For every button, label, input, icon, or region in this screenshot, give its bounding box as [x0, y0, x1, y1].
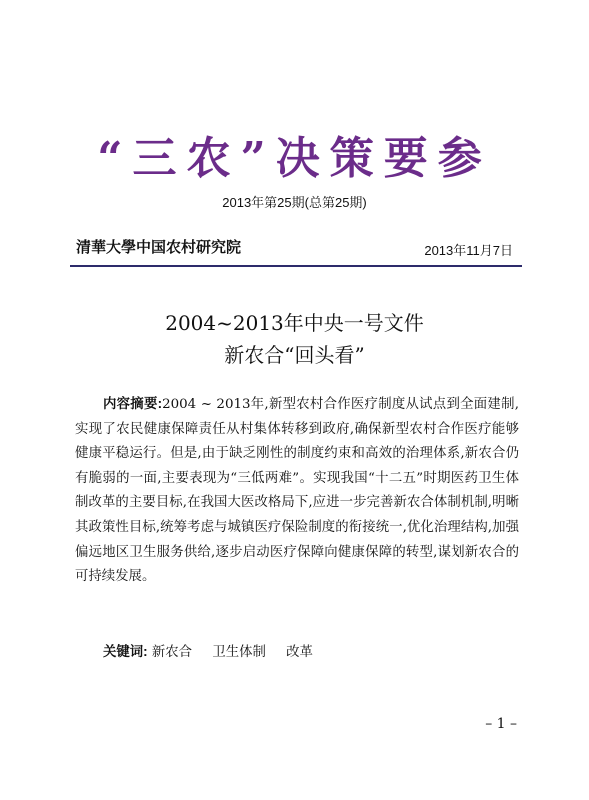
- abstract-label: 内容摘要:: [103, 396, 163, 411]
- keywords-line: [103, 641, 329, 660]
- publish-date: 2013年11月7日: [424, 243, 513, 258]
- article-title-line-2: 新农合“回头看”: [224, 343, 365, 367]
- keywords-label: 关键词:: [103, 644, 148, 659]
- issue-line: 2013年第25期(总第25期): [222, 195, 367, 210]
- keyword-item: 卫生体制: [212, 645, 266, 660]
- page-number: – 1 –: [485, 716, 517, 732]
- publisher-name: 清華大學中国农村研究院: [76, 238, 242, 256]
- header-divider: [70, 265, 522, 267]
- article-title-line-1: 2004~2013年中央一号文件: [165, 311, 424, 335]
- keyword-item: 新农合: [151, 645, 193, 660]
- abstract-text: 2004 ~ 2013年,新型农村合作医疗制度从试点到全面建制,实现了农民健康保障责任从村集体转移到政府,确保新型农村合作医疗能够健康平稳运行。但是,由于缺乏刚性的制度约束和高效的治理体系,新农合仍有脆弱的一面,主要表现为“三低两难”。实现我国“十二五”时期医药卫生体制改革的主要目标,在我国大医改格局下,应进一步完善新农合体制机制,明晰其政策性目标,统筹考虑与城镇医疗保险制度的衔接统一,优化治理结构,加强偏远地区卫生服务供给,逐步启动医疗保障向健康保障的转型,谋划新农合的可持续发展。: [75, 397, 519, 585]
- keyword-item: 改革: [286, 645, 313, 660]
- masthead-title: “三农”决策要参: [97, 133, 492, 184]
- abstract-paragraph: [75, 392, 519, 590]
